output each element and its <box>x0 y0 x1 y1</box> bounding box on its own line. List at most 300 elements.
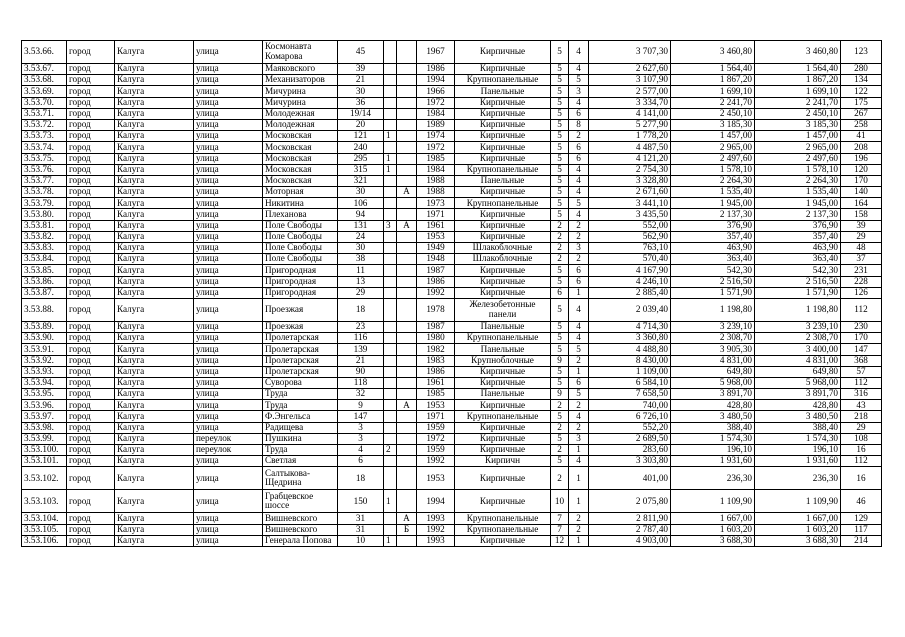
cell-total-area: 4 714,30 <box>589 321 671 332</box>
cell-year: 1988 <box>417 175 455 186</box>
cell-number: 3.53.88. <box>22 298 67 321</box>
cell-floors: 5 <box>551 41 569 64</box>
cell-house: 116 <box>338 333 384 344</box>
cell-residential-area: 1 603,20 <box>755 524 841 535</box>
cell-total-area: 2 577,00 <box>589 86 671 97</box>
cell-total-area: 2 811,90 <box>589 513 671 524</box>
cell-city: Калуга <box>115 142 194 153</box>
cell-residential-area: 1 699,10 <box>755 86 841 97</box>
cell-year: 1971 <box>417 411 455 422</box>
cell-street-type: улица <box>194 108 263 119</box>
cell-living-area: 1 535,40 <box>671 187 755 198</box>
cell-number: 3.53.91. <box>22 344 67 355</box>
cell-total-area: 7 658,50 <box>589 389 671 400</box>
cell-building <box>384 142 397 153</box>
cell-street-type: улица <box>194 355 263 366</box>
cell-residents: 126 <box>841 287 882 298</box>
cell-letter <box>397 467 417 490</box>
cell-street-name: Суворова <box>263 377 338 388</box>
cell-number: 3.53.76. <box>22 164 67 175</box>
cell-entrances: 4 <box>569 333 589 344</box>
cell-entrances: 6 <box>569 377 589 388</box>
cell-living-area: 5 968,00 <box>671 377 755 388</box>
cell-total-area: 2 039,40 <box>589 298 671 321</box>
cell-street-type: улица <box>194 389 263 400</box>
cell-residents: 170 <box>841 175 882 186</box>
cell-street-name: Московская <box>263 164 338 175</box>
cell-street-type: улица <box>194 75 263 86</box>
cell-letter <box>397 142 417 153</box>
cell-wall-material: Кирпичные <box>455 422 551 433</box>
cell-year: 1992 <box>417 524 455 535</box>
cell-living-area: 2 264,30 <box>671 175 755 186</box>
cell-building <box>384 276 397 287</box>
cell-living-area: 3 688,30 <box>671 535 755 546</box>
table-row <box>22 344 882 355</box>
cell-residents: 147 <box>841 344 882 355</box>
cell-building <box>384 456 397 467</box>
cell-number: 3.53.89. <box>22 321 67 332</box>
cell-building <box>384 467 397 490</box>
cell-residential-area: 463,90 <box>755 243 841 254</box>
cell-wall-material: Кирпичные <box>455 131 551 142</box>
cell-settlement-type: город <box>67 220 115 231</box>
cell-entrances: 4 <box>569 97 589 108</box>
cell-street-type: улица <box>194 513 263 524</box>
cell-street-name: Салтыкова-Щедрина <box>263 467 338 490</box>
cell-letter <box>397 75 417 86</box>
cell-building <box>384 198 397 209</box>
cell-residents: 129 <box>841 513 882 524</box>
cell-number: 3.53.85. <box>22 265 67 276</box>
cell-street-name: Пригородная <box>263 287 338 298</box>
cell-year: 1971 <box>417 209 455 220</box>
cell-wall-material: Кирпичные <box>455 142 551 153</box>
cell-residential-area: 3 460,80 <box>755 41 841 64</box>
cell-year: 1961 <box>417 377 455 388</box>
cell-number: 3.53.72. <box>22 119 67 130</box>
cell-settlement-type: город <box>67 175 115 186</box>
cell-entrances: 4 <box>569 164 589 175</box>
cell-street-name: Радищева <box>263 422 338 433</box>
cell-city: Калуга <box>115 298 194 321</box>
cell-total-area: 562,90 <box>589 231 671 242</box>
cell-settlement-type: город <box>67 254 115 265</box>
cell-total-area: 1 109,00 <box>589 366 671 377</box>
cell-city: Калуга <box>115 131 194 142</box>
cell-number: 3.53.93. <box>22 366 67 377</box>
cell-wall-material: Крупнопанельные <box>455 198 551 209</box>
cell-living-area: 1 603,20 <box>671 524 755 535</box>
table-row <box>22 119 882 130</box>
cell-building <box>384 209 397 220</box>
cell-living-area: 3 185,30 <box>671 119 755 130</box>
cell-entrances: 6 <box>569 108 589 119</box>
cell-wall-material: Крупнопанельные <box>455 524 551 535</box>
cell-city: Калуга <box>115 344 194 355</box>
cell-total-area: 8 430,00 <box>589 355 671 366</box>
cell-city: Калуга <box>115 411 194 422</box>
cell-street-type: улица <box>194 321 263 332</box>
cell-settlement-type: город <box>67 513 115 524</box>
table-row <box>22 86 882 97</box>
cell-residents: 41 <box>841 131 882 142</box>
cell-settlement-type: город <box>67 75 115 86</box>
cell-street-name: Молодежная <box>263 119 338 130</box>
table-row <box>22 187 882 198</box>
table-row <box>22 209 882 220</box>
cell-settlement-type: город <box>67 355 115 366</box>
cell-city: Калуга <box>115 287 194 298</box>
cell-street-name: Труда <box>263 400 338 411</box>
cell-wall-material: Кирпичные <box>455 231 551 242</box>
cell-year: 1985 <box>417 153 455 164</box>
cell-floors: 5 <box>551 198 569 209</box>
cell-settlement-type: город <box>67 209 115 220</box>
cell-year: 1994 <box>417 490 455 513</box>
cell-settlement-type: город <box>67 344 115 355</box>
cell-city: Калуга <box>115 75 194 86</box>
cell-street-name: Московская <box>263 142 338 153</box>
cell-floors: 5 <box>551 164 569 175</box>
cell-number: 3.53.82. <box>22 231 67 242</box>
cell-wall-material: Кирпичные <box>455 64 551 75</box>
cell-city: Калуга <box>115 389 194 400</box>
cell-floors: 5 <box>551 75 569 86</box>
cell-floors: 5 <box>551 64 569 75</box>
table-row <box>22 535 882 546</box>
cell-entrances: 6 <box>569 265 589 276</box>
cell-year: 1972 <box>417 142 455 153</box>
cell-residents: 316 <box>841 389 882 400</box>
cell-residential-area: 1 578,10 <box>755 164 841 175</box>
cell-residential-area: 2 516,50 <box>755 276 841 287</box>
cell-building <box>384 108 397 119</box>
cell-living-area: 1 945,00 <box>671 198 755 209</box>
cell-number: 3.53.98. <box>22 422 67 433</box>
cell-city: Калуга <box>115 119 194 130</box>
cell-total-area: 3 334,70 <box>589 97 671 108</box>
cell-living-area: 463,90 <box>671 243 755 254</box>
cell-floors: 5 <box>551 265 569 276</box>
cell-year: 1988 <box>417 187 455 198</box>
cell-street-type: улица <box>194 276 263 287</box>
cell-letter <box>397 321 417 332</box>
cell-settlement-type: город <box>67 524 115 535</box>
cell-residents: 16 <box>841 445 882 456</box>
cell-street-type: улица <box>194 64 263 75</box>
cell-living-area: 1 931,60 <box>671 456 755 467</box>
cell-year: 1959 <box>417 445 455 456</box>
cell-residential-area: 363,40 <box>755 254 841 265</box>
cell-wall-material: Железобетонные панели <box>455 298 551 321</box>
cell-floors: 6 <box>551 287 569 298</box>
cell-letter: А <box>397 187 417 198</box>
register-body <box>22 41 882 547</box>
cell-year: 1972 <box>417 97 455 108</box>
cell-city: Калуга <box>115 377 194 388</box>
cell-residents: 123 <box>841 41 882 64</box>
cell-settlement-type: город <box>67 131 115 142</box>
cell-floors: 2 <box>551 231 569 242</box>
cell-year: 1982 <box>417 344 455 355</box>
cell-house: 106 <box>338 198 384 209</box>
cell-street-name: Никитина <box>263 198 338 209</box>
cell-building <box>384 86 397 97</box>
cell-residential-area: 2 264,30 <box>755 175 841 186</box>
cell-building <box>384 366 397 377</box>
cell-street-name: Проезжая <box>263 298 338 321</box>
cell-city: Калуга <box>115 400 194 411</box>
cell-street-name: Плеханова <box>263 209 338 220</box>
cell-floors: 2 <box>551 467 569 490</box>
cell-letter <box>397 366 417 377</box>
cell-house: 121 <box>338 131 384 142</box>
cell-settlement-type: город <box>67 433 115 444</box>
cell-entrances: 4 <box>569 209 589 220</box>
table-row <box>22 366 882 377</box>
cell-building: 1 <box>384 490 397 513</box>
cell-year: 1984 <box>417 164 455 175</box>
cell-street-type: улица <box>194 298 263 321</box>
cell-wall-material: Панельные <box>455 344 551 355</box>
cell-number: 3.53.87. <box>22 287 67 298</box>
cell-city: Калуга <box>115 467 194 490</box>
cell-city: Калуга <box>115 366 194 377</box>
cell-letter <box>397 198 417 209</box>
cell-house: 19/14 <box>338 108 384 119</box>
cell-settlement-type: город <box>67 187 115 198</box>
cell-settlement-type: город <box>67 287 115 298</box>
cell-number: 3.53.66. <box>22 41 67 64</box>
cell-year: 1961 <box>417 220 455 231</box>
cell-total-area: 3 303,80 <box>589 456 671 467</box>
cell-year: 1978 <box>417 298 455 321</box>
cell-letter <box>397 276 417 287</box>
table-row <box>22 198 882 209</box>
cell-residents: 120 <box>841 164 882 175</box>
cell-street-name: Моторная <box>263 187 338 198</box>
cell-building <box>384 175 397 186</box>
cell-entrances: 4 <box>569 175 589 186</box>
table-row <box>22 467 882 490</box>
cell-city: Калуга <box>115 209 194 220</box>
cell-wall-material: Кирпичные <box>455 209 551 220</box>
cell-settlement-type: город <box>67 535 115 546</box>
cell-living-area: 2 450,10 <box>671 108 755 119</box>
cell-total-area: 401,00 <box>589 467 671 490</box>
cell-wall-material: Кирпичные <box>455 97 551 108</box>
cell-living-area: 2 965,00 <box>671 142 755 153</box>
cell-residents: 196 <box>841 153 882 164</box>
cell-residential-area: 1 198,80 <box>755 298 841 321</box>
cell-letter <box>397 108 417 119</box>
cell-living-area: 3 480,50 <box>671 411 755 422</box>
cell-street-type: улица <box>194 243 263 254</box>
cell-living-area: 236,30 <box>671 467 755 490</box>
cell-letter <box>397 377 417 388</box>
cell-floors: 2 <box>551 445 569 456</box>
cell-wall-material: Панельные <box>455 86 551 97</box>
cell-total-area: 2 754,30 <box>589 164 671 175</box>
table-row <box>22 513 882 524</box>
cell-house: 94 <box>338 209 384 220</box>
cell-year: 1980 <box>417 333 455 344</box>
cell-house: 295 <box>338 153 384 164</box>
cell-living-area: 542,30 <box>671 265 755 276</box>
cell-house: 31 <box>338 513 384 524</box>
cell-building <box>384 321 397 332</box>
cell-house: 21 <box>338 75 384 86</box>
cell-residents: 16 <box>841 467 882 490</box>
cell-residents: 134 <box>841 75 882 86</box>
cell-number: 3.53.69. <box>22 86 67 97</box>
cell-number: 3.53.73. <box>22 131 67 142</box>
cell-house: 18 <box>338 467 384 490</box>
cell-building: 2 <box>384 445 397 456</box>
cell-residential-area: 1 564,40 <box>755 64 841 75</box>
cell-number: 3.53.75. <box>22 153 67 164</box>
cell-residents: 280 <box>841 64 882 75</box>
table-row <box>22 456 882 467</box>
cell-city: Калуга <box>115 108 194 119</box>
cell-floors: 9 <box>551 389 569 400</box>
cell-building <box>384 97 397 108</box>
cell-total-area: 2 885,40 <box>589 287 671 298</box>
cell-living-area: 363,40 <box>671 254 755 265</box>
cell-total-area: 4 167,90 <box>589 265 671 276</box>
cell-total-area: 3 107,90 <box>589 75 671 86</box>
cell-residential-area: 3 480,50 <box>755 411 841 422</box>
cell-settlement-type: город <box>67 422 115 433</box>
cell-residents: 208 <box>841 142 882 153</box>
cell-city: Калуга <box>115 243 194 254</box>
cell-letter <box>397 355 417 366</box>
cell-street-name: Поле Свободы <box>263 254 338 265</box>
cell-city: Калуга <box>115 187 194 198</box>
cell-building <box>384 265 397 276</box>
cell-year: 1974 <box>417 131 455 142</box>
cell-floors: 5 <box>551 366 569 377</box>
cell-year: 1989 <box>417 119 455 130</box>
cell-entrances: 2 <box>569 513 589 524</box>
cell-street-name: Пушкина <box>263 433 338 444</box>
cell-city: Калуга <box>115 456 194 467</box>
cell-settlement-type: город <box>67 86 115 97</box>
cell-residents: 258 <box>841 119 882 130</box>
cell-wall-material: Кирпичные <box>455 377 551 388</box>
cell-residential-area: 1 109,90 <box>755 490 841 513</box>
cell-total-area: 4 487,50 <box>589 142 671 153</box>
cell-wall-material: Кирпичные <box>455 153 551 164</box>
cell-street-type: улица <box>194 97 263 108</box>
cell-settlement-type: город <box>67 198 115 209</box>
cell-residents: 29 <box>841 231 882 242</box>
cell-street-type: улица <box>194 344 263 355</box>
cell-wall-material: Кирпичные <box>455 400 551 411</box>
cell-street-type: улица <box>194 400 263 411</box>
table-row <box>22 131 882 142</box>
cell-street-type: улица <box>194 333 263 344</box>
cell-total-area: 4 488,80 <box>589 344 671 355</box>
cell-entrances: 3 <box>569 433 589 444</box>
cell-building <box>384 298 397 321</box>
cell-house: 18 <box>338 298 384 321</box>
cell-house: 29 <box>338 287 384 298</box>
cell-settlement-type: город <box>67 377 115 388</box>
cell-city: Калуга <box>115 41 194 64</box>
cell-settlement-type: город <box>67 298 115 321</box>
cell-house: 32 <box>338 389 384 400</box>
cell-residents: 57 <box>841 366 882 377</box>
cell-entrances: 4 <box>569 41 589 64</box>
cell-residents: 112 <box>841 298 882 321</box>
cell-living-area: 1 867,20 <box>671 75 755 86</box>
cell-total-area: 763,10 <box>589 243 671 254</box>
cell-street-type: улица <box>194 220 263 231</box>
cell-street-name: Вишневского <box>263 524 338 535</box>
cell-residents: 43 <box>841 400 882 411</box>
cell-year: 1967 <box>417 41 455 64</box>
cell-street-type: улица <box>194 377 263 388</box>
cell-residential-area: 649,80 <box>755 366 841 377</box>
cell-wall-material: Панельные <box>455 389 551 400</box>
cell-house: 118 <box>338 377 384 388</box>
cell-street-name: Пролетарская <box>263 333 338 344</box>
cell-total-area: 552,00 <box>589 220 671 231</box>
cell-floors: 5 <box>551 433 569 444</box>
cell-entrances: 4 <box>569 187 589 198</box>
cell-number: 3.53.104. <box>22 513 67 524</box>
cell-wall-material: Кирпичные <box>455 445 551 456</box>
cell-floors: 5 <box>551 97 569 108</box>
cell-city: Калуга <box>115 333 194 344</box>
cell-entrances: 4 <box>569 321 589 332</box>
cell-house: 24 <box>338 231 384 242</box>
cell-living-area: 196,10 <box>671 445 755 456</box>
cell-street-type: улица <box>194 524 263 535</box>
cell-year: 1973 <box>417 198 455 209</box>
cell-living-area: 2 241,70 <box>671 97 755 108</box>
cell-number: 3.53.68. <box>22 75 67 86</box>
cell-building: 3 <box>384 220 397 231</box>
cell-house: 21 <box>338 355 384 366</box>
table-row <box>22 164 882 175</box>
cell-floors: 2 <box>551 422 569 433</box>
cell-living-area: 3 239,10 <box>671 321 755 332</box>
cell-street-name: Московская <box>263 153 338 164</box>
table-row <box>22 64 882 75</box>
cell-street-type: улица <box>194 131 263 142</box>
cell-letter <box>397 86 417 97</box>
cell-city: Калуга <box>115 513 194 524</box>
cell-total-area: 2 787,40 <box>589 524 671 535</box>
cell-street-name: Молодежная <box>263 108 338 119</box>
cell-number: 3.53.77. <box>22 175 67 186</box>
cell-residents: 140 <box>841 187 882 198</box>
cell-letter <box>397 131 417 142</box>
housing-register-sheet <box>21 40 881 601</box>
cell-building <box>384 287 397 298</box>
cell-total-area: 6 726,10 <box>589 411 671 422</box>
cell-floors: 5 <box>551 209 569 220</box>
cell-house: 139 <box>338 344 384 355</box>
cell-building <box>384 377 397 388</box>
cell-settlement-type: город <box>67 142 115 153</box>
cell-house: 3 <box>338 422 384 433</box>
cell-wall-material: Кирпичные <box>455 119 551 130</box>
cell-street-name: Пролетарская <box>263 366 338 377</box>
